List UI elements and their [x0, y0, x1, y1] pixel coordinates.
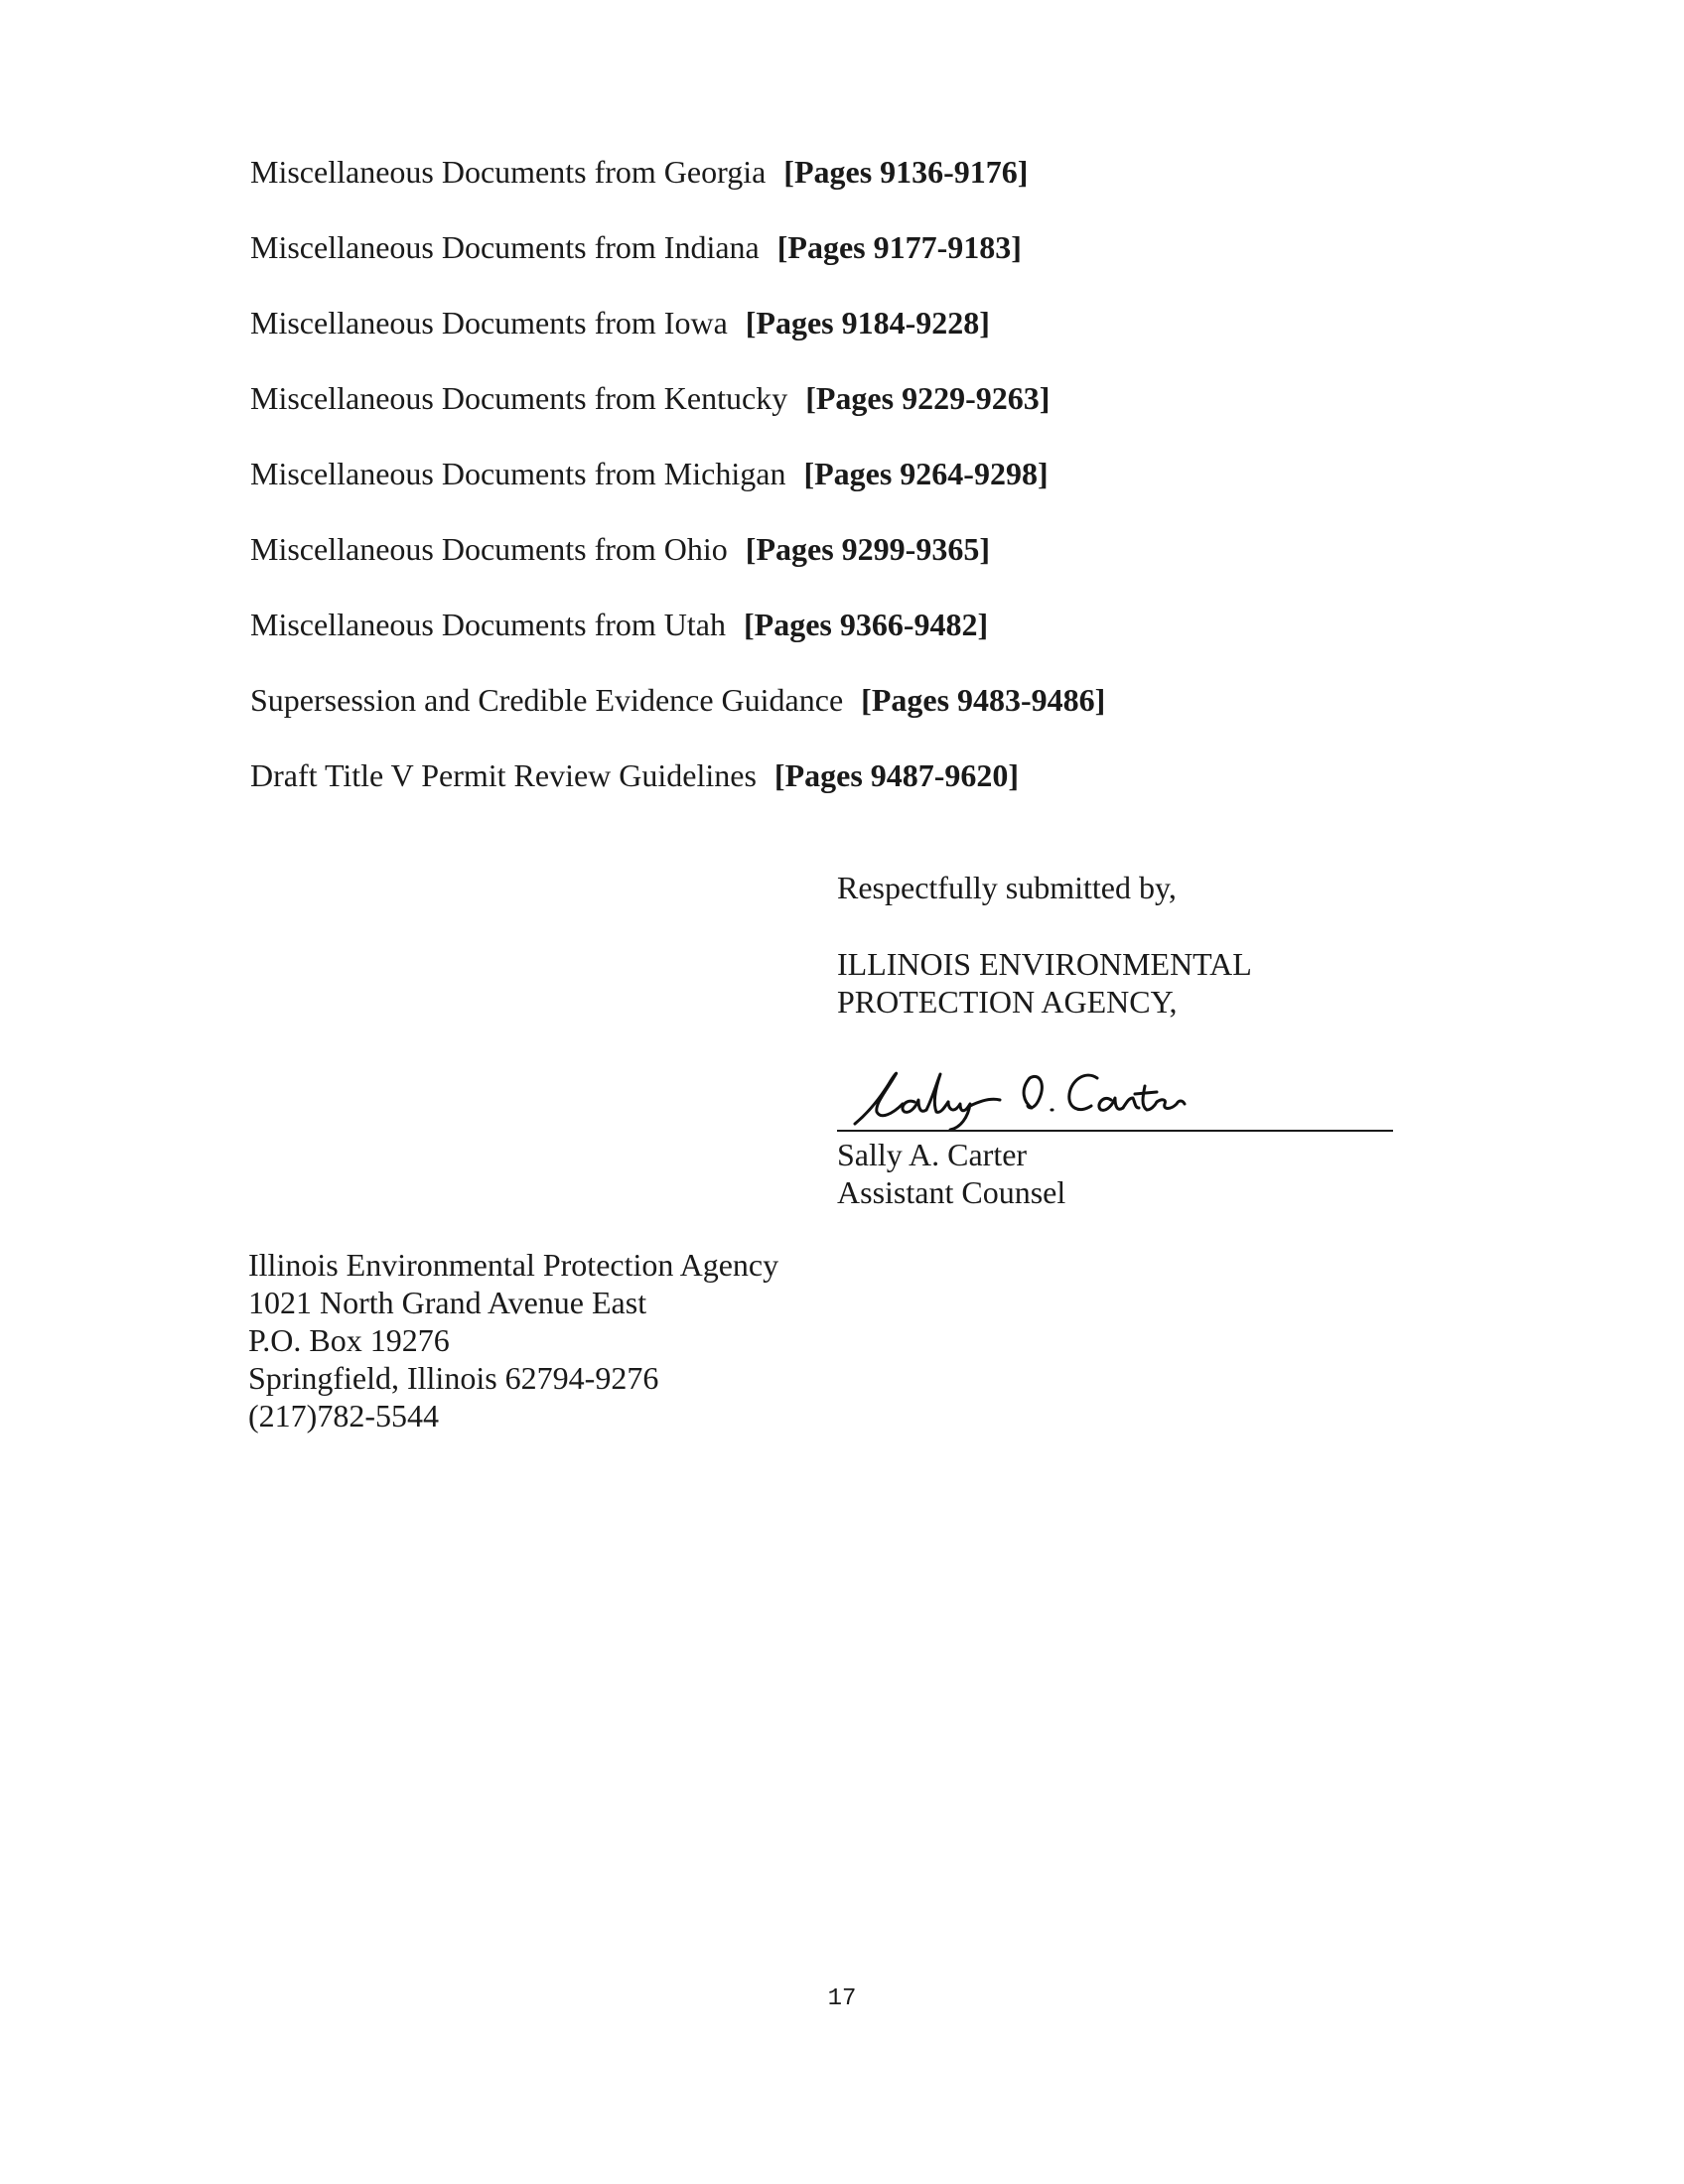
list-item [250, 606, 1105, 681]
address-phone: (217)782-5544 [248, 1398, 439, 1433]
list-item-label: Draft Title V Permit Review Guidelines [250, 757, 757, 793]
list-item-pages: [Pages 9184-9228] [745, 305, 990, 341]
signer-name: Sally A. Carter [837, 1137, 1028, 1172]
address-line4: Springfield, Illinois 62794-9276 [248, 1360, 659, 1396]
list-item [250, 153, 1105, 228]
agency-name-line2: PROTECTION AGENCY, [837, 984, 1178, 1020]
list-item-pages: [Pages 9366-9482] [744, 607, 989, 642]
list-item-label: Miscellaneous Documents from Iowa [250, 305, 728, 341]
list-item-pages: [Pages 9299-9365] [745, 531, 990, 567]
list-item-label: Miscellaneous Documents from Georgia [250, 154, 767, 190]
list-item-pages: [Pages 9264-9298] [803, 456, 1049, 491]
list-item-label: Miscellaneous Documents from Michigan [250, 456, 786, 491]
agency-name [837, 945, 1252, 1021]
list-item-pages: [Pages 9177-9183] [776, 229, 1022, 265]
signer-title: Assistant Counsel [837, 1174, 1066, 1210]
closing-salutation: Respectfully submitted by, [837, 870, 1177, 905]
list-item [250, 455, 1105, 530]
handwritten-signature [837, 1064, 1254, 1130]
list-item [250, 228, 1105, 304]
list-item [250, 304, 1105, 379]
list-item-pages: [Pages 9136-9176] [783, 154, 1029, 190]
list-item-label: Miscellaneous Documents from Utah [250, 607, 726, 642]
signature-line [837, 1130, 1393, 1132]
list-item-pages: [Pages 9229-9263] [805, 380, 1051, 416]
agency-address [248, 1246, 778, 1434]
list-item-pages: [Pages 9487-9620] [773, 757, 1020, 793]
address-line2: 1021 North Grand Avenue East [248, 1285, 647, 1320]
list-item-label: Miscellaneous Documents from Kentucky [250, 380, 788, 416]
page-number: 17 [827, 1985, 857, 2012]
document-list [250, 153, 1105, 832]
address-line3: P.O. Box 19276 [248, 1322, 450, 1358]
list-item-label: Supersession and Credible Evidence Guidance [250, 682, 844, 718]
list-item-label: Miscellaneous Documents from Ohio [250, 531, 728, 567]
list-item [250, 379, 1105, 455]
list-item [250, 681, 1105, 756]
agency-name-line1: ILLINOIS ENVIRONMENTAL [837, 946, 1252, 982]
list-item [250, 530, 1105, 606]
list-item-label: Miscellaneous Documents from Indiana [250, 229, 760, 265]
list-item [250, 756, 1105, 832]
signature-block [837, 1064, 1393, 1211]
list-item-pages: [Pages 9483-9486] [861, 682, 1106, 718]
address-line1: Illinois Environmental Protection Agency [248, 1247, 779, 1283]
